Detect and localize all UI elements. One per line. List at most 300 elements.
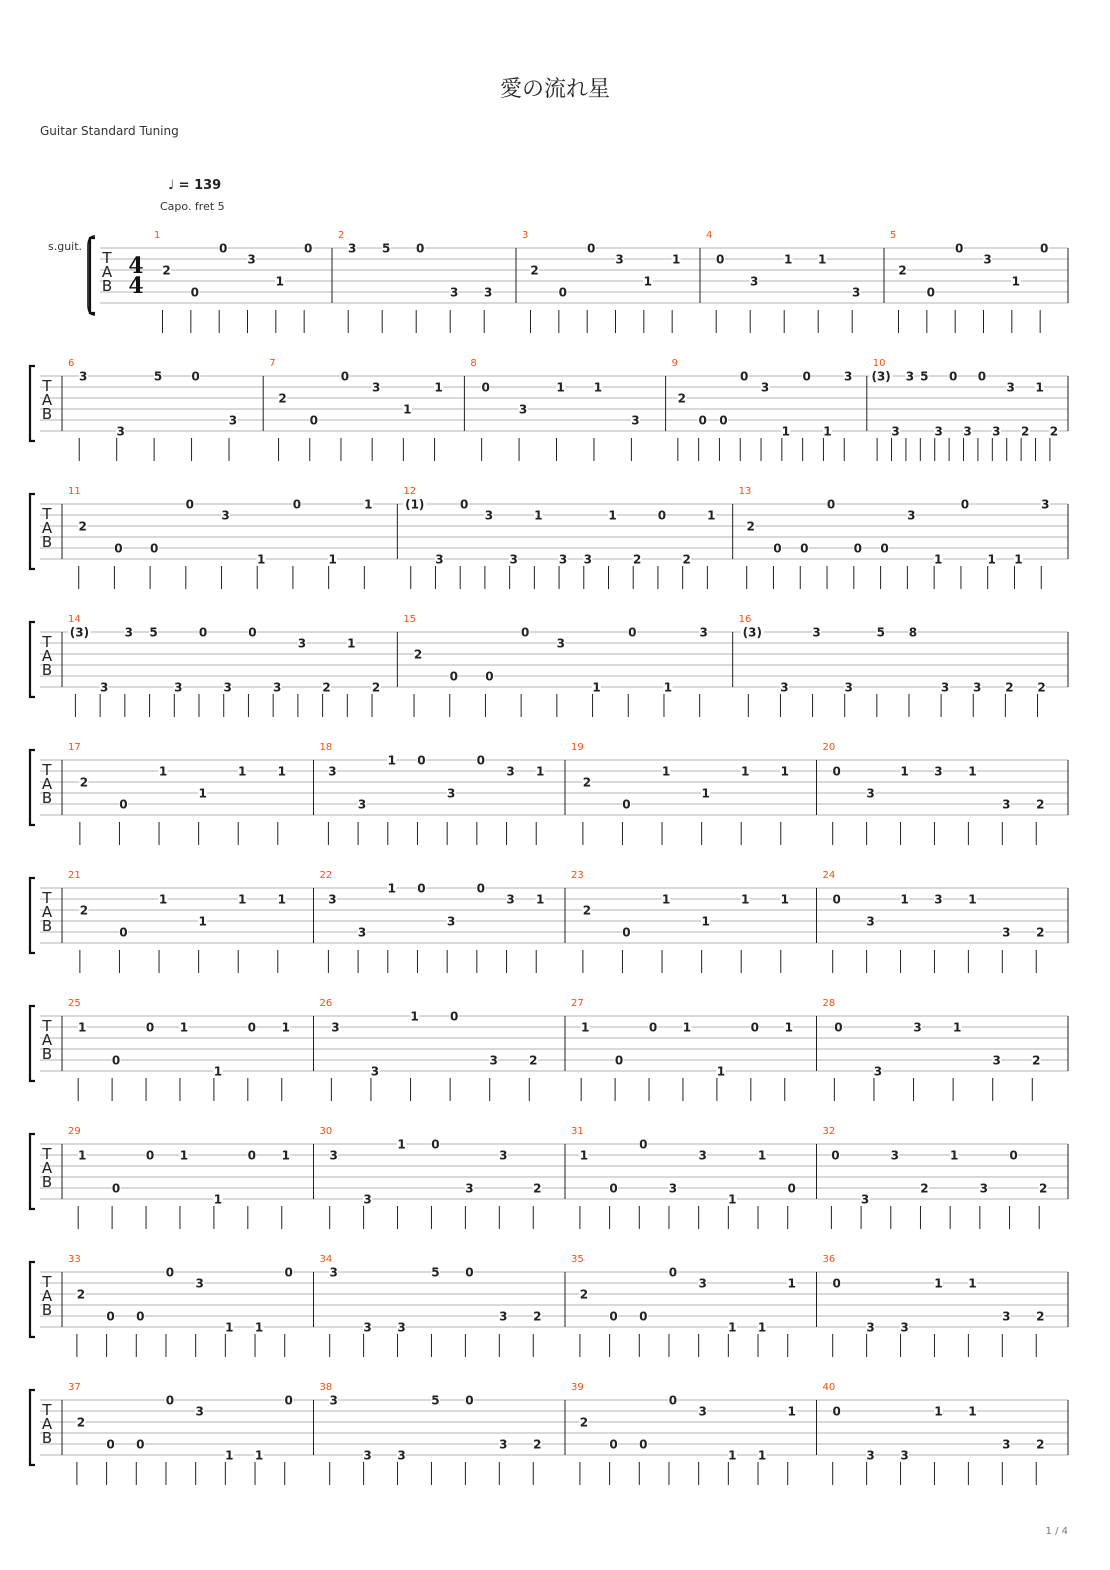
fret-number: 1 [900,892,909,907]
measure-number: 19 [571,742,584,753]
fret-number: 3 [297,636,307,651]
tuning-label: Guitar Standard Tuning [40,124,179,138]
staff-system [30,358,1068,461]
measure-number: 17 [68,742,81,753]
fret-number: 0 [165,1393,175,1408]
system-bracket [30,750,35,825]
fret-number: 0 [449,1009,459,1024]
fret-number: 0 [111,1053,121,1068]
fret-number: 1 [934,1276,943,1291]
fret-number: 5 [153,369,163,384]
fret-number: 3 [331,1020,340,1035]
fret-number: (3) [742,625,762,640]
fret-number: 1 [275,274,285,289]
fret-number: 2 [162,263,171,278]
fret-number: 1 [536,764,545,779]
fret-number: 0 [609,1181,618,1196]
fret-number: 1 [397,1137,406,1152]
fret-number: 0 [960,497,970,512]
measure-number: 26 [319,998,333,1009]
fret-number: 0 [740,369,749,384]
measure-number: 34 [319,1254,333,1265]
tab-clef-letter: T [42,1273,52,1291]
fret-number: 3 [221,508,230,523]
fret-number: 1 [387,753,396,768]
measure-number: 18 [319,742,333,753]
fret-number: 0 [750,1020,760,1035]
fret-number: 1 [661,892,671,907]
fret-number: 1 [593,380,603,395]
fret-number: 3 [1002,1309,1011,1324]
fret-number: 0 [639,1309,648,1324]
measure-number: 20 [822,742,836,753]
fret-number: 0 [449,669,458,684]
fret-number: 0 [165,1265,175,1280]
staff-system [30,1126,1068,1229]
fret-number: 0 [586,241,596,256]
fret-number: 0 [136,1437,145,1452]
fret-number: 2 [633,552,642,567]
fret-number: 1 [728,1192,737,1207]
fret-number: 3 [905,369,915,384]
fret-number: 3 [357,925,367,940]
tab-clef-letter: T [42,377,52,395]
system-bracket [30,1006,35,1081]
tab-clef-letter: A [101,263,113,281]
tab-clef-letter: B [41,533,53,551]
fret-number: 3 [891,424,900,439]
fret-number: 0 [832,1276,841,1291]
fret-number: 1 [592,680,601,695]
tab-clef-letter: B [41,917,53,935]
fret-number: 1 [281,1148,290,1163]
fret-number: 3 [450,285,459,300]
fret-number: 0 [609,1309,618,1324]
fret-number: 3 [506,892,515,907]
system-bracket [30,1134,35,1209]
tab-clef-letter: T [42,889,52,907]
capo-label: Capo. fret 5 [160,200,225,213]
fret-number: 0 [136,1309,145,1324]
fret-number: 3 [913,1020,922,1035]
fret-number: 0 [831,1148,840,1163]
fret-number: 1 [410,1009,419,1024]
fret-number: 1 [281,1020,290,1035]
fret-number: 5 [876,625,886,640]
fret-number: 1 [179,1020,189,1035]
fret-number: 3 [435,552,444,567]
fret-number: 3 [116,424,125,439]
fret-number: 3 [699,625,708,640]
fret-number: 0 [622,925,631,940]
fret-number: 2 [746,519,755,534]
fret-number: 2 [1037,680,1046,695]
fret-number: 3 [992,424,1001,439]
fret-number: 0 [558,285,568,300]
fret-number: 3 [934,764,943,779]
fret-number: 1 [716,1064,726,1079]
fret-number: 1 [900,764,909,779]
fret-number: 3 [228,413,238,428]
fret-number: 2 [78,519,87,534]
fret-number: 3 [812,625,821,640]
instrument-label: s.guit. [48,240,83,253]
fret-number: 3 [698,1404,707,1419]
fret-number: 0 [954,241,964,256]
fret-number: 2 [1036,797,1045,812]
staff-system [30,870,1068,973]
page-number: 1 / 4 [1045,1526,1068,1537]
fret-number: 1 [643,274,653,289]
fret-number: 1 [701,914,710,929]
fret-number: 1 [757,1148,767,1163]
fret-number: 3 [124,625,134,640]
fret-number: 0 [485,669,494,684]
fret-number: 3 [934,892,943,907]
tab-clef-letter: A [41,903,53,921]
fret-number: (3) [871,369,891,384]
fret-number: 2 [76,1287,86,1302]
fret-number: 5 [431,1265,440,1280]
fret-number: 0 [1039,241,1049,256]
system-bracket [30,366,35,441]
measure-number: 23 [571,870,584,881]
fret-number: 3 [397,1320,406,1335]
fret-number: 2 [79,775,89,790]
fret-number: 0 [284,1265,293,1280]
fret-number: 0 [465,1265,474,1280]
measure-number: 22 [319,870,333,881]
fret-number: 1 [682,1020,692,1035]
fret-number: 3 [631,413,640,428]
staff-system [30,742,1068,845]
fret-number: 3 [979,1181,989,1196]
fret-number: 1 [387,881,396,896]
fret-number: 2 [530,263,539,278]
fret-number: 0 [247,1148,257,1163]
fret-number: 3 [499,1148,508,1163]
fret-number: 3 [866,1320,875,1335]
fret-number: 0 [826,497,836,512]
tab-clef-letter: T [42,1017,52,1035]
fret-number: 3 [223,680,232,695]
fret-number: 3 [750,274,759,289]
fret-number: 3 [195,1404,204,1419]
fret-number: 0 [520,625,530,640]
fret-number: 1 [787,1276,796,1291]
fret-number: 2 [898,263,907,278]
fret-number: 1 [257,552,266,567]
fret-number: 1 [968,892,977,907]
tab-clef-letter: B [41,789,53,807]
tab-clef-letter: A [41,1159,53,1177]
fret-number: 1 [179,1148,189,1163]
fret-number: 1 [784,1020,793,1035]
tab-clef-letter: B [41,661,53,679]
staff-system [30,998,1068,1101]
fret-number: 1 [608,508,617,523]
fret-number: 2 [582,903,592,918]
fret-number: 2 [413,647,423,662]
fret-number: 1 [701,786,710,801]
fret-number: 3 [907,508,916,523]
fret-number: 0 [668,1393,678,1408]
measure-number: 16 [738,614,752,625]
fret-number: 0 [834,1020,843,1035]
fret-number: 1 [968,1404,977,1419]
fret-number: 1 [77,1020,87,1035]
fret-number: 0 [853,541,862,556]
fret-number: 1 [556,380,565,395]
fret-number: 3 [963,424,972,439]
fret-number: 0 [668,1265,678,1280]
system-bracket [30,1262,35,1337]
fret-number: 1 [225,1448,234,1463]
fret-number: 2 [533,1437,542,1452]
measure-number: 8 [470,358,477,369]
fret-number: 3 [465,1181,474,1196]
fret-number: 3 [940,680,950,695]
fret-number: 3 [698,1276,707,1291]
tempo-value: = 139 [178,178,222,193]
fret-number: 3 [615,252,624,267]
fret-number: 0 [476,881,486,896]
fret-number: 2 [579,1415,589,1430]
fret-number: 1 [780,892,789,907]
fret-number: 1 [949,1148,959,1163]
fret-number: 1 [934,1404,943,1419]
fret-number: 0 [481,380,490,395]
fret-number: 3 [844,369,853,384]
measure-number: 27 [571,998,584,1009]
fret-number: 1 [534,508,543,523]
tab-clef-letter: A [41,1287,53,1305]
fret-number: 1 [225,1320,234,1335]
fret-number: 1 [741,892,750,907]
fret-number: 3 [900,1320,909,1335]
fret-number: 5 [382,241,391,256]
fret-number: 1 [728,1320,737,1335]
fret-number: 3 [760,380,770,395]
fret-number: 0 [417,881,426,896]
fret-number: 3 [698,1148,707,1163]
fret-number: 0 [465,1393,474,1408]
fret-number: 0 [185,497,195,512]
fret-number: 3 [174,680,183,695]
fret-number: 0 [716,252,725,267]
fret-number: 1 [198,914,207,929]
fret-number: 0 [609,1437,618,1452]
fret-number: 3 [873,1064,883,1079]
measure-number: 21 [68,870,81,881]
fret-number: 2 [322,680,331,695]
fret-number: 0 [309,413,318,428]
fret-number: 0 [114,541,123,556]
fret-number: 0 [802,369,811,384]
fret-number: 2 [529,1053,538,1068]
measure-number: 14 [68,614,81,625]
fret-number: 1 [254,1320,264,1335]
fret-number: 3 [509,552,518,567]
fret-number: 0 [292,497,302,512]
fret-number: 2 [1032,1053,1041,1068]
staff-system [30,486,1068,589]
fret-number: (1) [405,497,425,512]
fret-number: 3 [866,786,875,801]
fret-number: 3 [668,1181,678,1196]
quarter-note-icon: ♩ [168,178,175,193]
measure-number: 38 [319,1382,333,1393]
fret-number: 3 [934,424,943,439]
fret-number: 3 [446,914,456,929]
fret-number: 0 [111,1181,121,1196]
fret-number: 3 [363,1192,372,1207]
fret-number: 1 [661,764,671,779]
score-title: 愛の流れ星 [499,77,610,102]
fret-number: 0 [800,541,809,556]
fret-number: 1 [277,764,286,779]
fret-number: 0 [106,1437,115,1452]
fret-number: 3 [79,369,88,384]
fret-number: 0 [773,541,782,556]
fret-number: 1 [536,892,545,907]
fret-number: 2 [79,903,89,918]
fret-number: 2 [1020,424,1030,439]
fret-number: 2 [1049,424,1059,439]
fret-number: 3 [489,1053,498,1068]
tab-clef-letter: T [102,249,112,267]
fret-number: 1 [238,764,247,779]
fret-number: 3 [329,1393,338,1408]
fret-number: 0 [247,1020,257,1035]
fret-number: 1 [933,552,943,567]
fret-number: 3 [329,1148,338,1163]
tab-clef-letter: T [42,1401,52,1419]
tab-clef-letter: A [41,1415,53,1433]
fret-number: 2 [371,680,381,695]
fret-number: 0 [657,508,667,523]
fret-number: 1 [707,508,716,523]
tab-clef-letter: B [41,405,53,423]
fret-number: 1 [823,424,832,439]
fret-number: 3 [1002,925,1011,940]
fret-number: 2 [1005,680,1014,695]
fret-number: 3 [844,680,853,695]
measure-number: 6 [68,358,75,369]
fret-number: 3 [506,764,515,779]
fret-number: 0 [639,1437,648,1452]
fret-number: 3 [1006,380,1015,395]
fret-number: 3 [328,764,337,779]
system-bracket [30,494,35,569]
fret-number: 0 [145,1020,155,1035]
measure-number: 15 [403,614,417,625]
fret-number: 1 [987,552,996,567]
fret-number: 0 [787,1181,796,1196]
fret-number: 3 [329,1265,338,1280]
fret-number: 0 [431,1137,440,1152]
fret-number: (3) [69,625,90,640]
fret-number: 1 [671,252,681,267]
fret-number: 3 [397,1448,406,1463]
fret-number: 0 [719,413,728,428]
fret-number: 0 [303,241,313,256]
fret-number: 0 [149,541,159,556]
fret-number: 1 [434,380,443,395]
system-bracket [30,1390,35,1465]
staff-system [30,1382,1068,1485]
fret-number: 1 [787,1404,796,1419]
fret-number: 3 [1002,1437,1011,1452]
measure-number: 4 [706,230,713,241]
fret-number: 1 [213,1064,223,1079]
tab-clef-letter: T [42,761,52,779]
fret-number: 0 [832,1404,841,1419]
fret-number: 0 [832,892,841,907]
fret-number: 5 [149,625,158,640]
fret-number: 0 [460,497,469,512]
fret-number: 2 [76,1415,86,1430]
fret-number: 0 [622,797,631,812]
measure-number: 40 [822,1382,836,1393]
fret-number: 1 [77,1148,87,1163]
measure-number: 5 [890,230,897,241]
fret-number: 3 [272,680,282,695]
measure-number: 30 [319,1126,333,1137]
measure-number: 9 [671,358,678,369]
tab-clef-letter: B [41,1045,53,1063]
fret-number: 2 [533,1181,542,1196]
measure-number: 11 [68,486,81,497]
fret-number: 1 [238,892,247,907]
fret-number: 3 [348,241,357,256]
fret-number: 1 [158,764,168,779]
measure-number: 32 [822,1126,836,1137]
measure-number: 25 [68,998,81,1009]
fret-number: 0 [218,241,228,256]
fret-number: 1 [741,764,750,779]
fret-number: 0 [106,1309,115,1324]
fret-number: 3 [992,1053,1001,1068]
fret-number: 3 [363,1448,372,1463]
time-signature-digit: 4 [128,273,144,299]
fret-number: 3 [484,508,494,523]
measure-number: 13 [738,486,752,497]
fret-number: 2 [920,1181,929,1196]
tab-clef-letter: T [42,505,52,523]
fret-number: 0 [648,1020,658,1035]
fret-number: 2 [278,391,287,406]
fret-number: 0 [628,625,637,640]
fret-number: 0 [476,753,486,768]
fret-number: 3 [446,786,456,801]
system-bracket [90,238,95,313]
fret-number: 3 [556,636,566,651]
fret-number: 3 [866,914,875,929]
fret-number: 0 [698,413,707,428]
fret-number: 0 [639,1137,648,1152]
fret-number: 0 [926,285,936,300]
fret-number: 0 [614,1053,624,1068]
measure-number: 28 [822,998,836,1009]
measure-number: 10 [872,358,886,369]
fret-number: 0 [248,625,257,640]
fret-number: 2 [1036,1309,1045,1324]
system-bracket [30,622,35,697]
fret-number: 2 [582,775,592,790]
fret-number: 1 [784,252,793,267]
fret-number: 3 [583,552,592,567]
